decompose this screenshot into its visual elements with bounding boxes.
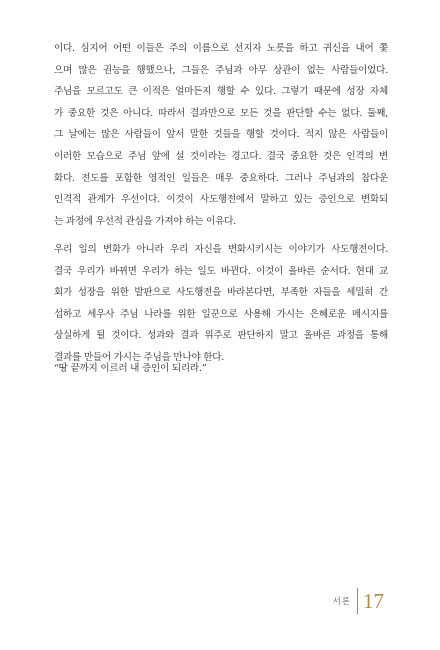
paragraph-line: 우리 일의 변화가 아니라 우리 자신을 변화시키시는 이야기가 사도행전이다. [54, 244, 388, 255]
paragraph-line: 결국 우리가 바뀌면 우리가 하는 일도 바뀐다. 이것이 올바른 순서다. 현대 교 [54, 265, 388, 277]
scripture-quote: “땅 끝까지 이르러 내 증인이 되리라.” [54, 363, 207, 374]
paragraph-line: 결과를 만들어 가시는 주님을 만나야 한다. [54, 351, 225, 363]
section-label: 서론 [332, 597, 351, 607]
paragraph-line: 섭하고 세우사 주님 나라를 위한 일꾼으로 사용해 가시는 은혜로운 메시지를 [54, 308, 388, 320]
paragraph-line: 는 과정에 우선적 관심을 가져야 하는 이유다. [54, 215, 236, 227]
footer-divider [357, 588, 358, 614]
paragraph-line: 주님을 모르고도 큰 이적은 얼마든지 행할 수 있다. 그렇기 때문에 성장 자체 [54, 86, 388, 98]
paragraph-line: 이러한 모습으로 주님 앞에 설 것이라는 경고다. 결국 중요한 것은 인격의 변 [54, 150, 388, 162]
paragraph-line: 회가 성장을 위한 발판으로 사도행전을 바라본다면, 부족한 자들을 세밀히 간 [54, 287, 388, 299]
paragraph-line: 화다. 전도를 포함한 영적인 일들은 매우 중요하다. 그러나 주님과의 참다운 [54, 172, 388, 184]
paragraph-line: 으며 많은 권능을 행했으나, 그들은 주님과 아무 상관이 없는 사람들이었다. [54, 64, 388, 76]
paragraph-line: 상실하게 될 것이다. 성과와 결과 위주로 판단하지 말고 올바른 과정을 통해 [54, 330, 388, 342]
paragraph-line: 이다. 심지어 어떤 이들은 주의 이름으로 선지자 노릇을 하고 귀신을 내어 쫓 [54, 43, 388, 54]
paragraph-line: 가 중요한 것은 아니다. 따라서 결과만으로 모든 것을 판단할 수는 없다. 둘째, [54, 107, 388, 119]
paragraph-2 [54, 239, 388, 369]
paragraph-line: 인격적 관계가 우선이다. 이것이 사도행전에서 말하고 있는 증인으로 변화되 [54, 194, 388, 206]
page-number: 17 [363, 588, 384, 613]
paragraph-line: 그 날에는 많은 사람들이 앞서 말한 것들을 행할 것이다. 적지 않은 사람들이 [54, 129, 388, 141]
page-footer [333, 588, 384, 614]
paragraph-1 [54, 38, 388, 232]
